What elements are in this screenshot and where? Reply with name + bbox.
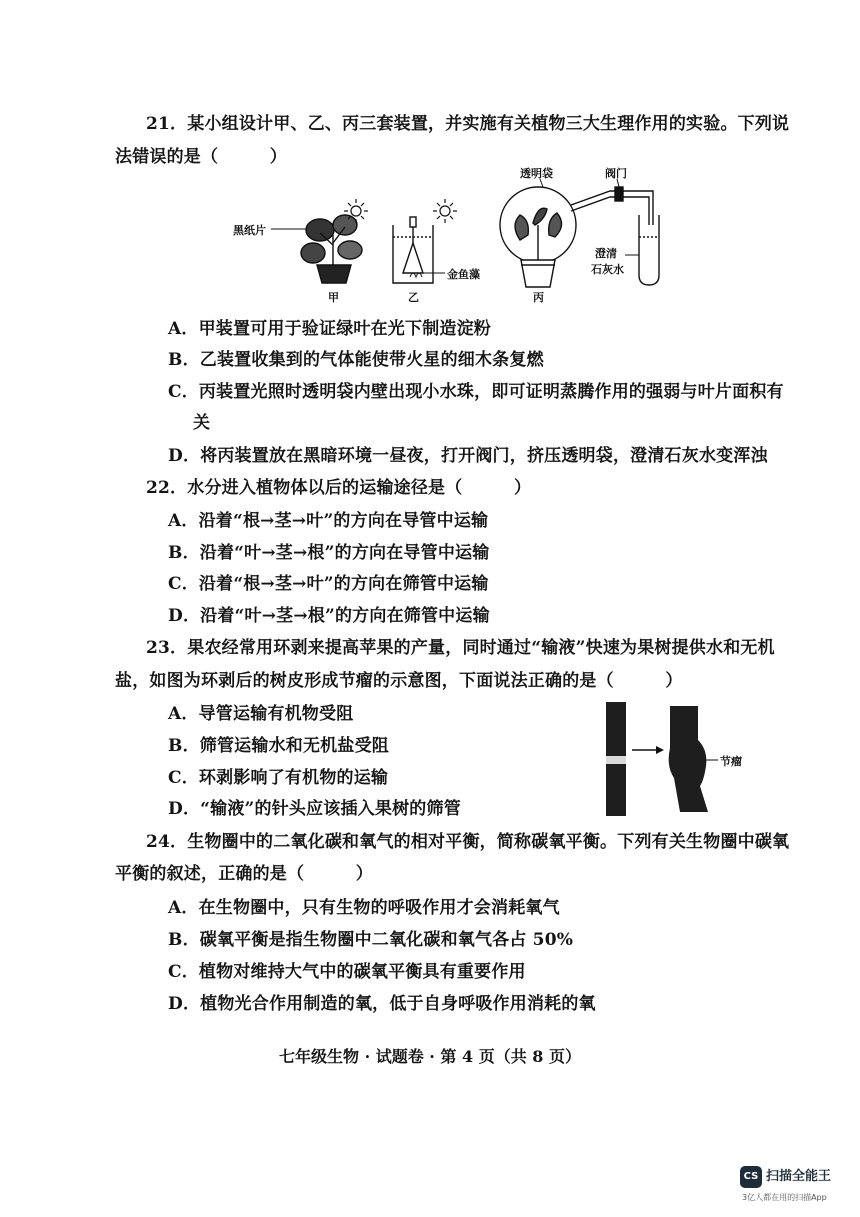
q23-figure [600, 700, 780, 820]
label-jia: 甲 [328, 291, 339, 304]
cs-logo-icon: CS [740, 1166, 762, 1188]
label-bing: 丙 [533, 291, 544, 304]
q21-figure-drawing [225, 165, 675, 310]
q22-option-d: D．沿着“叶→茎→根”的方向在筛管中运输 [168, 606, 490, 626]
q24-stem-line2: 平衡的叙述，正确的是（ ） [115, 864, 373, 884]
scanner-tagline: 3亿人都在用的扫描App [742, 1193, 827, 1202]
label-black-paper: 黑纸片 [233, 224, 266, 237]
label-algae: 金鱼藻 [447, 268, 480, 281]
q23-stem-line1: 23．果农经常用环剥来提高苹果的产量，同时通过“输液”快速为果树提供水和无机 [146, 638, 775, 658]
label-node: 节瘤 [720, 755, 742, 768]
q22-option-c: C．沿着“根→茎→叶”的方向在筛管中运输 [168, 574, 489, 594]
q23-option-d: D．“输液”的针头应该插入果树的筛管 [168, 799, 461, 819]
q23-option-c: C．环剥影响了有机物的运输 [168, 768, 389, 788]
label-limewater-1: 澄清 [595, 247, 617, 260]
q24-option-c: C．植物对维持大气中的碳氧平衡具有重要作用 [168, 962, 526, 982]
setup-bing-bag [500, 187, 659, 287]
q22-option-a: A．沿着“根→茎→叶”的方向在导管中运输 [168, 511, 489, 531]
label-valve: 阀门 [605, 167, 627, 180]
q24-option-b: B．碳氧平衡是指生物圈中二氧化碳和氧气各占 50% [168, 930, 574, 950]
q21-option-c-line2: 关 [193, 413, 211, 433]
q23-stem-line2: 盐，如图为环剥后的树皮形成节瘤的示意图，下面说法正确的是（ ） [115, 671, 683, 691]
q21-option-c-line1: C．丙装置光照时透明袋内壁出现小水珠，即可证明蒸腾作用的强弱与叶片面积有 [168, 382, 784, 402]
q21-option-b: B．乙装置收集到的气体能使带火星的细木条复燃 [168, 350, 544, 370]
q24-option-a: A．在生物圈中，只有生物的呼吸作用才会消耗氧气 [168, 898, 560, 918]
q22-option-b: B．沿着“叶→茎→根”的方向在导管中运输 [168, 543, 490, 563]
q21-stem-line1: 21．某小组设计甲、乙、丙三套装置，并实施有关植物三大生理作用的实验。下列说 [146, 114, 790, 134]
scanner-watermark [740, 1158, 850, 1208]
q21-stem-line2: 法错误的是（ ） [115, 147, 287, 167]
q21-figure [225, 165, 675, 310]
q24-stem-line1: 24．生物圈中的二氧化碳和氧气的相对平衡，简称碳氧平衡。下列有关生物圈中碳氧 [146, 832, 790, 852]
q23-option-a: A．导管运输有机物受阻 [168, 704, 354, 724]
q23-figure-drawing [600, 700, 780, 820]
page-footer: 七年级生物 · 试题卷 · 第 4 页（共 8 页） [279, 1047, 581, 1066]
setup-jia-plant [301, 215, 362, 283]
sun-icon [433, 199, 457, 223]
label-yi: 乙 [408, 291, 419, 304]
label-limewater-2: 石灰水 [591, 263, 624, 276]
label-transparent-bag: 透明袋 [520, 167, 553, 180]
scanner-brand-name: 扫描全能王 [766, 1169, 832, 1184]
q22-stem: 22．水分进入植物体以后的运输途径是（ ） [146, 478, 532, 498]
q21-option-a: A．甲装置可用于验证绿叶在光下制造淀粉 [168, 319, 491, 339]
q21-option-d: D．将丙装置放在黑暗环境一昼夜，打开阀门，挤压透明袋，澄清石灰水变浑浊 [168, 446, 768, 466]
q23-option-b: B．筛管运输水和无机盐受阻 [168, 736, 389, 756]
q24-option-d: D．植物光合作用制造的氧，低于自身呼吸作用消耗的氧 [168, 994, 596, 1014]
